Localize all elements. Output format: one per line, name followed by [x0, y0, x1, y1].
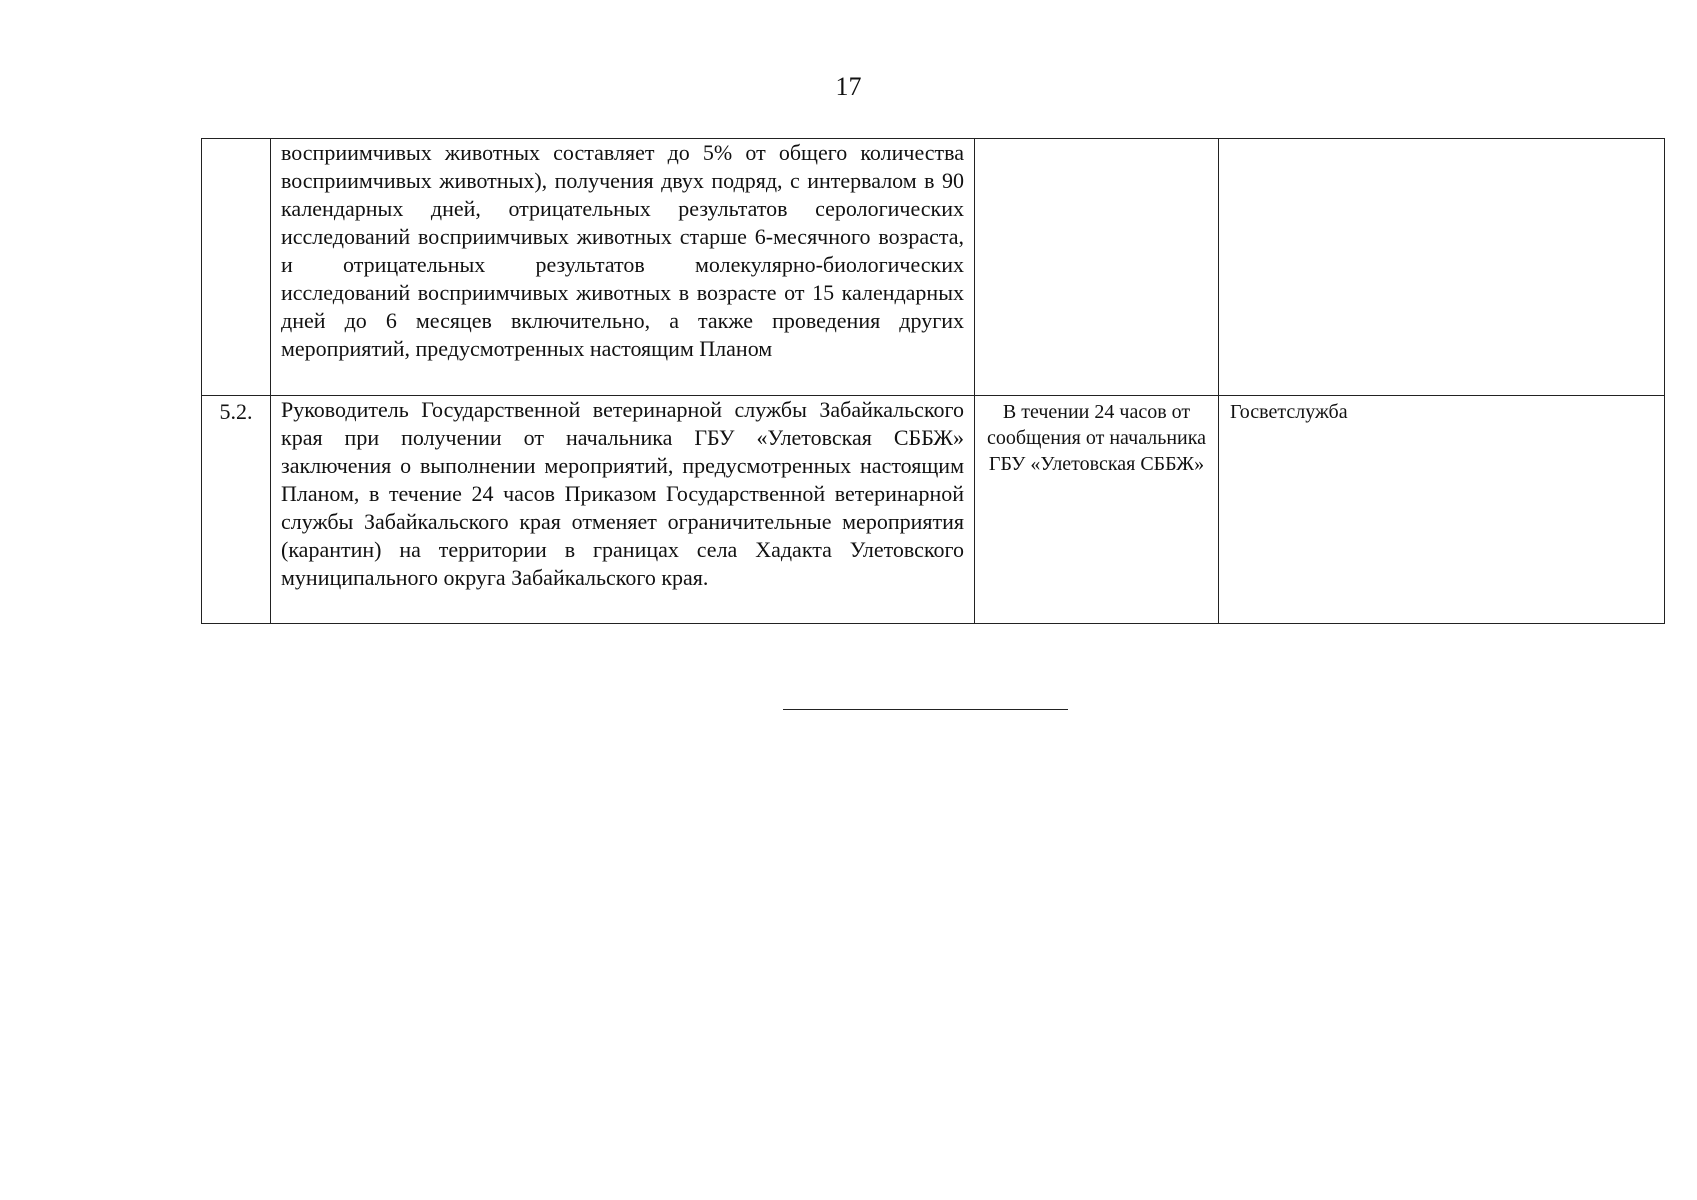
- table-row: [202, 139, 1665, 396]
- end-of-document-rule: [783, 709, 1068, 710]
- responsible-cell: [1219, 139, 1665, 396]
- page-number: 17: [835, 72, 862, 101]
- measure-description: Руководитель Государственной ветеринарной службы Забайкальского края при получении от начальника ГБУ «Улетовская СББЖ» заключения о выполнении мероприятий, предусмотренных настоящим Планом, в течение 24 часов Приказом Государственной ветеринарной службы Забайкальского края отменяет ограничительные мероприятия (карантин) на территории в границах села Хадакта Улетовского муниципального округа Забайкальского края.: [281, 397, 964, 590]
- table-row: [202, 396, 1665, 624]
- measure-description-cell: [271, 139, 975, 396]
- row-number-cell: [202, 139, 271, 396]
- measure-description-cell: [271, 396, 975, 624]
- responsible-cell: Госветслужба: [1219, 396, 1665, 624]
- term-cell: [975, 139, 1219, 396]
- row-number-cell: 5.2.: [202, 396, 271, 624]
- measures-table: [201, 138, 1665, 624]
- measure-description: восприимчивых животных составляет до 5% от общего количества восприимчивых животных), получения двух подряд, с интервалом в 90 календарных дней, отрицательных результатов серологических исследований восприимчивых животных старше 6-месячного возраста, и отрицательных результатов молекулярно-биологических исследований восприимчивых животных в возрасте от 15 календарных дней до 6 месяцев включительно, а также проведения других мероприятий, предусмотренных настоящим Планом: [281, 140, 964, 361]
- term-cell: В течении 24 часов от сообщения от начальника ГБУ «Улетовская СББЖ»: [975, 396, 1219, 624]
